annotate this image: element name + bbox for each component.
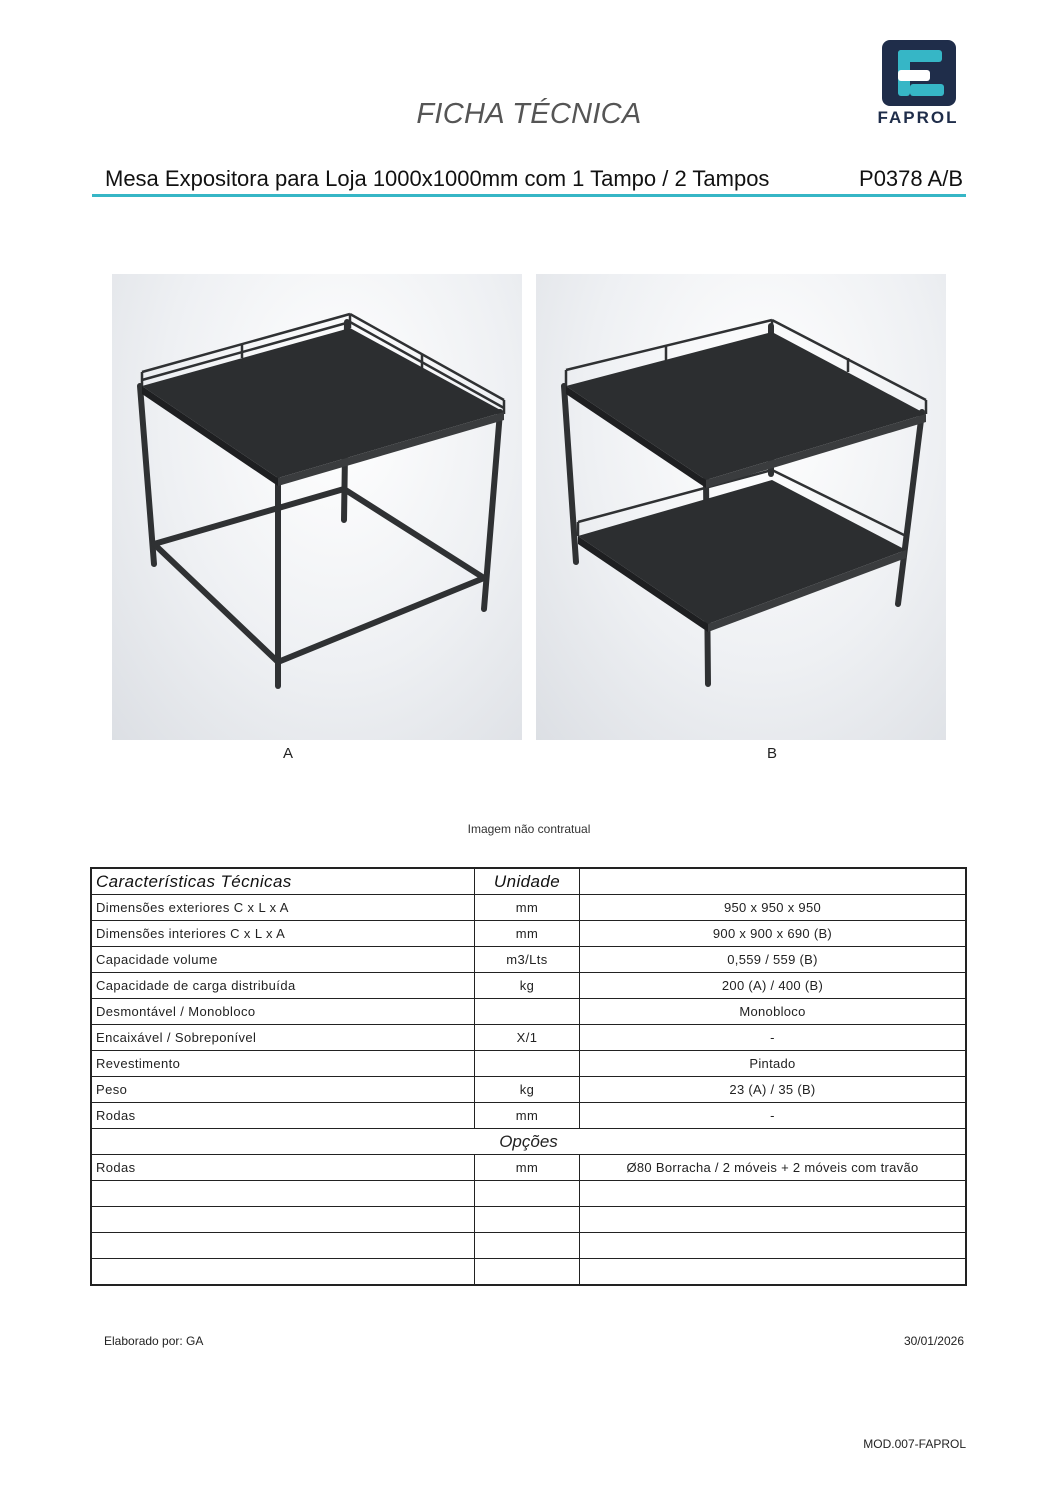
table-row <box>91 921 966 947</box>
author-label: Elaborado por: GA <box>104 1334 204 1348</box>
option-name <box>91 1181 475 1207</box>
row-value: 200 (A) / 400 (B) <box>580 973 967 999</box>
row-unit: kg <box>475 973 580 999</box>
row-unit <box>475 999 580 1025</box>
row-value: Monobloco <box>580 999 967 1025</box>
brand-name: FAPROL <box>877 108 959 127</box>
row-name: Rodas <box>91 1103 475 1129</box>
row-name: Capacidade volume <box>91 947 475 973</box>
row-value: - <box>580 1103 967 1129</box>
row-unit: X/1 <box>475 1025 580 1051</box>
table-row <box>91 1077 966 1103</box>
table-row <box>91 1181 966 1207</box>
option-unit <box>475 1233 580 1259</box>
options-title: Opções <box>91 1129 966 1155</box>
table-row <box>91 1025 966 1051</box>
row-name: Capacidade de carga distribuída <box>91 973 475 999</box>
options-header-row <box>91 1129 966 1155</box>
row-name: Dimensões interiores C x L x A <box>91 921 475 947</box>
option-unit <box>475 1259 580 1286</box>
header-value <box>580 868 967 895</box>
row-value: - <box>580 1025 967 1051</box>
table-row <box>91 947 966 973</box>
table-row <box>91 973 966 999</box>
row-value: 950 x 950 x 950 <box>580 895 967 921</box>
row-unit <box>475 1051 580 1077</box>
product-code: P0378 A/B <box>859 166 963 191</box>
table-row <box>91 895 966 921</box>
table-row <box>91 1155 966 1181</box>
row-name: Revestimento <box>91 1051 475 1077</box>
option-name <box>91 1259 475 1286</box>
option-value <box>580 1233 967 1259</box>
option-unit <box>475 1207 580 1233</box>
table-row <box>91 1103 966 1129</box>
row-unit: m3/Lts <box>475 947 580 973</box>
table-header-row <box>91 868 966 895</box>
image-disclaimer: Imagem não contratual <box>467 822 591 836</box>
row-value: Pintado <box>580 1051 967 1077</box>
option-value <box>580 1207 967 1233</box>
row-unit: kg <box>475 1077 580 1103</box>
option-name: Rodas <box>91 1155 475 1181</box>
table-row <box>91 1259 966 1286</box>
image-caption-b: B <box>766 745 777 762</box>
date-label: 30/01/2026 <box>903 1334 964 1348</box>
product-image-a <box>112 274 522 740</box>
option-value: Ø80 Borracha / 2 móveis + 2 móveis com travão <box>580 1155 967 1181</box>
row-name: Desmontável / Monobloco <box>91 999 475 1025</box>
product-image-b <box>536 274 946 740</box>
row-unit: mm <box>475 921 580 947</box>
product-title: Mesa Expositora para Loja 1000x1000mm com 1 Tampo / 2 Tampos <box>105 166 770 191</box>
option-unit <box>475 1181 580 1207</box>
row-value: 900 x 900 x 690 (B) <box>580 921 967 947</box>
row-value: 23 (A) / 35 (B) <box>580 1077 967 1103</box>
option-name <box>91 1233 475 1259</box>
title-divider <box>92 194 966 197</box>
row-value: 0,559 / 559 (B) <box>580 947 967 973</box>
option-name <box>91 1207 475 1233</box>
header-characteristics: Características Técnicas <box>91 868 475 895</box>
row-unit: mm <box>475 1103 580 1129</box>
page-title: FICHA TÉCNICA <box>416 98 642 130</box>
table-row <box>91 999 966 1025</box>
table-row <box>91 1233 966 1259</box>
option-value <box>580 1181 967 1207</box>
model-reference: MOD.007-FAPROL <box>863 1437 966 1451</box>
table-row <box>91 1207 966 1233</box>
row-unit: mm <box>475 895 580 921</box>
row-name: Peso <box>91 1077 475 1103</box>
technical-specs-table <box>90 867 967 1286</box>
row-name: Dimensões exteriores C x L x A <box>91 895 475 921</box>
header-unit: Unidade <box>475 868 580 895</box>
option-unit: mm <box>475 1155 580 1181</box>
table-row <box>91 1051 966 1077</box>
row-name: Encaixável / Sobreponível <box>91 1025 475 1051</box>
option-value <box>580 1259 967 1286</box>
image-caption-a: A <box>282 745 293 762</box>
